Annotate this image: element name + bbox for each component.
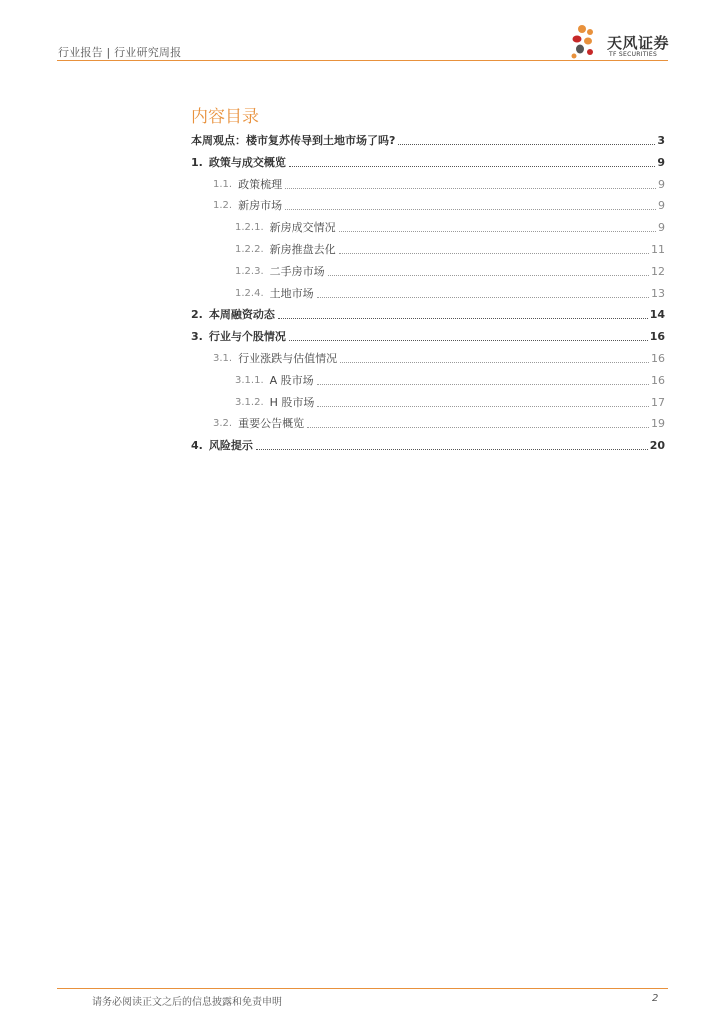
toc-leader-dots [307,427,649,428]
toc-entry[interactable] [191,152,665,170]
toc-entry[interactable] [191,174,665,192]
toc-leader-dots [317,297,649,298]
page-number: 2 [652,993,659,1004]
header-title: 行业报告 | 行业研究周报 [58,46,182,59]
toc-entry-label: 本周融资动态 [208,308,275,322]
logo-cn-text: 天风证券 [607,34,670,52]
toc-leader-dots [278,318,648,319]
toc-entry-number: 3.1.2. [235,396,264,408]
footer-disclaimer: 请务必阅读正文之后的信息披露和免责申明 [92,997,282,1008]
toc-entry-number: 3. [191,330,203,344]
toc-entry-number: 3.2. [213,418,233,430]
toc-leader-dots [289,340,648,341]
toc-entry-number: 1. [191,155,203,169]
toc-entry[interactable] [191,283,665,301]
toc-entry-page: 11 [651,243,665,256]
toc-entry-page: 9 [658,221,665,235]
flower-logo-icon [569,22,609,62]
company-logo [569,22,679,62]
toc-entry-number: 1.2.2. [235,244,264,255]
toc-leader-dots [285,209,656,210]
toc-entry-label: 政策与成交概览 [208,155,286,169]
toc-entry[interactable] [191,261,665,279]
toc-entry-number: 1.2.1. [235,222,264,234]
toc-entry[interactable] [191,195,665,213]
toc-leader-dots [285,188,656,189]
toc-entry-page: 14 [649,308,665,322]
toc-entry-number: 1.2. [213,200,233,212]
toc-leader-dots [256,449,648,450]
footer-divider [57,988,668,989]
toc-entry-label: A 股市场 [269,373,314,387]
toc-entry-page: 20 [649,439,665,453]
toc-leader-dots [340,362,649,363]
toc-entry-page: 16 [651,352,665,365]
toc-entry-page: 13 [651,286,665,300]
toc-entry-label: 政策梳理 [238,177,283,191]
toc-entry-number: 2. [191,308,203,322]
toc-entry-label: 行业与个股情况 [208,330,286,344]
toc-leader-dots [398,144,655,145]
toc-entry-label: 重要公告概览 [238,417,305,431]
toc-entry-label: 土地市场 [269,286,314,300]
toc-entry[interactable] [191,326,665,344]
toc-entry-label: 新房市场 [238,199,283,213]
toc-entry[interactable] [191,435,665,453]
toc-entry-page: 12 [651,264,665,278]
toc-entry-page: 17 [651,395,665,409]
toc-entry[interactable] [191,239,665,257]
toc-entry-number: 1.2.4. [235,287,264,299]
toc-entry-label: 风险提示 [208,439,253,453]
toc-entry-page: 19 [651,417,665,431]
toc-leader-dots [339,231,656,232]
toc-leader-dots [289,166,656,167]
toc-entry-label: 本周观点：楼市复苏传导到土地市场了吗? [191,134,396,147]
toc-entry-page: 9 [658,199,665,213]
toc-entry[interactable] [191,217,665,235]
toc-entry-label: H 股市场 [269,395,315,409]
toc-entry-page: 16 [649,330,665,344]
toc-entry-number: 3.1.1. [235,374,264,386]
toc-leader-dots [339,253,649,254]
toc-entry[interactable] [191,304,665,322]
toc-entry-label: 新房推盘去化 [269,243,336,256]
toc-entry-number: 4. [191,439,203,453]
toc-entry-page: 3 [657,134,665,147]
toc-leader-dots [317,406,649,407]
logo-en-text: TF SECURITIES [609,51,658,58]
toc-entry[interactable] [191,370,665,388]
toc-entry[interactable] [191,130,665,148]
toc-leader-dots [317,384,649,385]
toc-entry-number: 1.2.3. [235,265,264,277]
toc-entry[interactable] [191,413,665,431]
toc-entry[interactable] [191,348,665,366]
toc-entry-label: 行业涨跌与估值情况 [238,352,338,365]
toc-entry-page: 9 [657,155,665,169]
toc-entry-number: 1.1. [213,178,233,190]
toc-entry-number: 3.1. [213,353,233,364]
toc-entry[interactable] [191,392,665,410]
toc-entry-label: 新房成交情况 [269,221,336,235]
toc-entry-page: 16 [651,373,665,387]
toc-heading: 内容目录 [191,107,259,127]
toc-leader-dots [328,275,649,276]
toc-entry-label: 二手房市场 [269,264,325,278]
toc-entry-page: 9 [658,177,665,191]
